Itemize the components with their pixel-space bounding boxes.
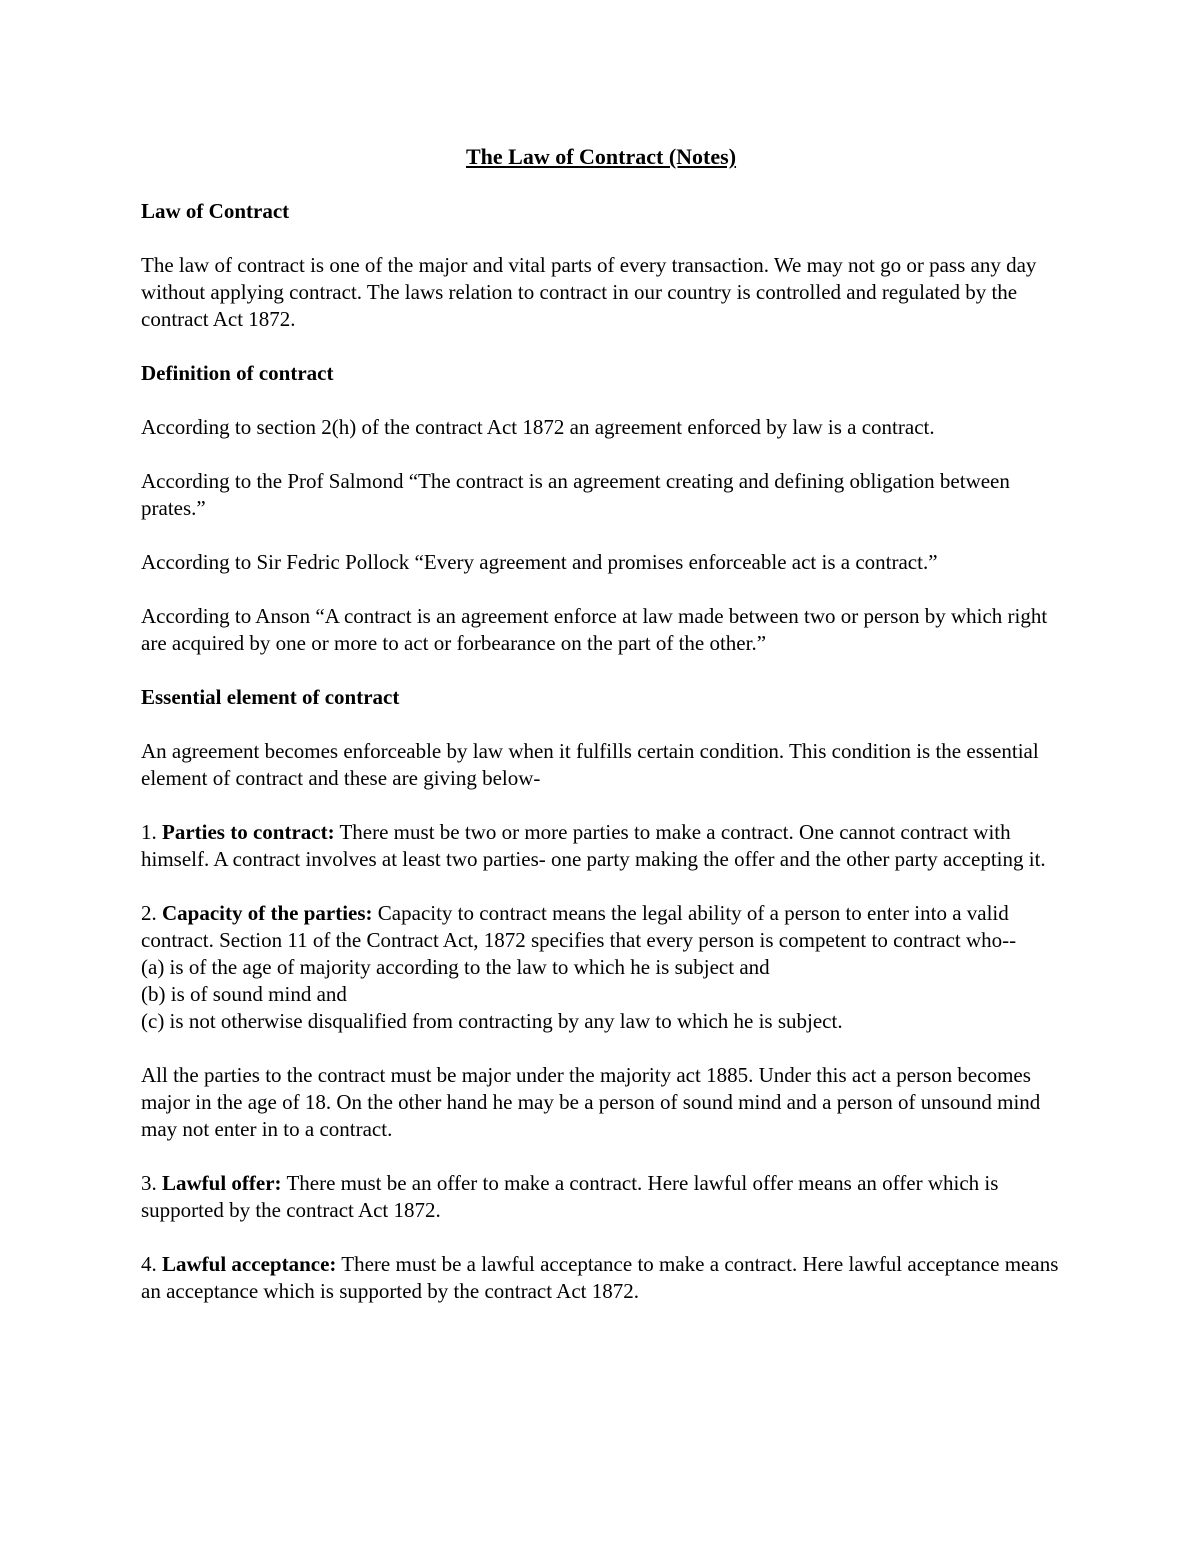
element-text: There must be two or more parties to make a contract. One cannot contract with himself. A contract involves at least two parties- one party making the offer and the other party accepting it. — [141, 820, 1046, 871]
definition-anson: According to Anson “A contract is an agreement enforce at law made between two or person by which right are acquired by one or more to act or forbearance on the part of the other.” — [141, 604, 1048, 655]
element-lawful-acceptance — [141, 1251, 1061, 1305]
element-number: 2. — [141, 901, 157, 925]
element-number: 4. — [141, 1252, 157, 1276]
element-label: Lawful offer: — [162, 1171, 282, 1195]
capacity-condition-b: (b) is of sound mind and — [141, 982, 347, 1006]
capacity-condition-c: (c) is not otherwise disqualified from contracting by any law to which he is subject. — [141, 1009, 843, 1033]
capacity-condition-a: (a) is of the age of majority according to the law to which he is subject and — [141, 955, 770, 979]
element-parties-to-contract — [141, 819, 1061, 873]
heading-definition: Definition of contract — [141, 361, 334, 385]
page-title: The Law of Contract (Notes) — [465, 144, 737, 169]
heading-law-of-contract: Law of Contract — [141, 199, 290, 223]
definition-salmond: According to the Prof Salmond “The contract is an agreement creating and defining obligation between prates.” — [141, 469, 1010, 520]
paragraph-majority-note: All the parties to the contract must be major under the majority act 1885. Under this act a person becomes major in the age of 18. On the other hand he may be a person of sound mind and a person of unsound mind may not enter in to a contract. — [141, 1063, 1041, 1141]
element-number: 1. — [141, 820, 157, 844]
element-text: There must be a lawful acceptance to make a contract. Here lawful acceptance means an acceptance which is supported by the contract Act 1872. — [141, 1252, 1059, 1303]
definition-section-2h: According to section 2(h) of the contract Act 1872 an agreement enforced by law is a contract. — [141, 415, 935, 439]
element-lawful-offer — [141, 1170, 1061, 1224]
heading-essential-elements: Essential element of contract — [141, 685, 400, 709]
element-number: 3. — [141, 1171, 157, 1195]
document-page — [141, 142, 1061, 1332]
element-label: Capacity of the parties: — [162, 901, 373, 925]
element-capacity-of-parties — [141, 900, 1061, 1035]
paragraph-essential-intro: An agreement becomes enforceable by law when it fulfills certain condition. This condition is the essential element of contract and these are giving below- — [141, 739, 1039, 790]
paragraph-law-of-contract: The law of contract is one of the major and vital parts of every transaction. We may not go or pass any day without applying contract. The laws relation to contract in our country is controlled and regulated by the contract Act 1872. — [141, 253, 1037, 331]
definition-pollock: According to Sir Fedric Pollock “Every agreement and promises enforceable act is a contract.” — [141, 550, 938, 574]
element-label: Parties to contract: — [162, 820, 335, 844]
element-label: Lawful acceptance: — [162, 1252, 337, 1276]
element-text: There must be an offer to make a contract. Here lawful offer means an offer which is supported by the contract Act 1872. — [141, 1171, 999, 1222]
element-text: Capacity to contract means the legal ability of a person to enter into a valid contract. Section 11 of the Contract Act, 1872 specifies that every person is competent to contract who-- — [141, 901, 1017, 952]
